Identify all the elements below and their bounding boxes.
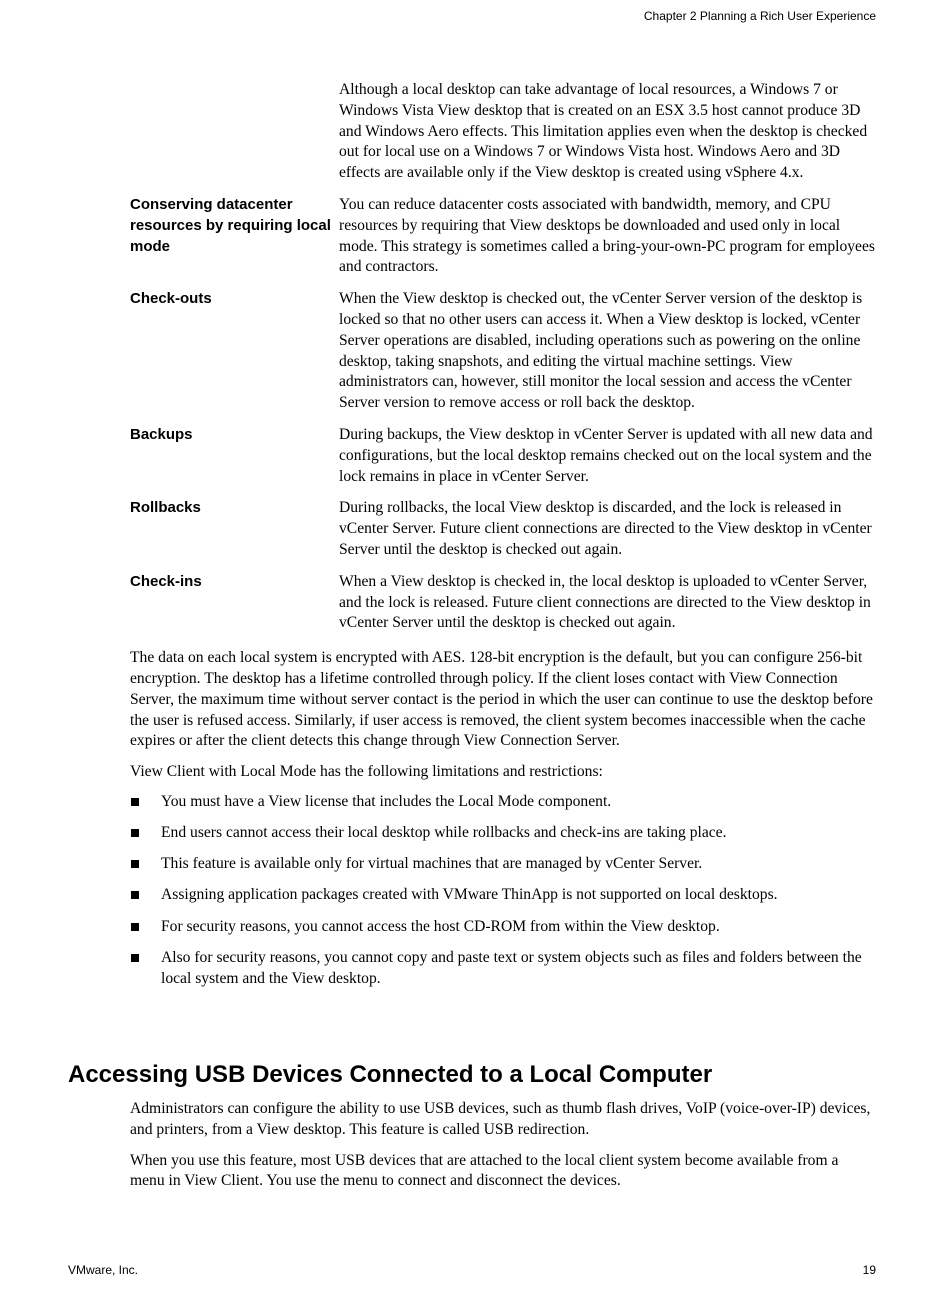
square-bullet-icon <box>131 829 139 837</box>
section-heading: Accessing USB Devices Connected to a Local Computer <box>68 1061 713 1088</box>
term-row <box>130 289 876 414</box>
limitations-list <box>130 792 876 990</box>
list-item <box>130 823 876 844</box>
term-definition: When a View desktop is checked in, the local desktop is uploaded to vCenter Server, and the lock is released. Future client connections are directed to the View desktop in vCenter Server until the desktop is checked out again. <box>339 572 871 632</box>
list-item <box>130 917 876 938</box>
term-label: Check-ins <box>130 572 202 590</box>
footer-company: VMware, Inc. <box>68 1263 139 1277</box>
term-row <box>130 195 876 278</box>
list-item-text: For security reasons, you cannot access the host CD-ROM from within the View desktop. <box>161 917 720 935</box>
term-label: Rollbacks <box>130 499 201 517</box>
term-row <box>130 425 876 487</box>
term-definition: You can reduce datacenter costs associated with bandwidth, memory, and CPU resources by requiring that View desktops be downloaded and used only in local mode. This strategy is sometimes called a bring-your-own-PC program for employees and contractors. <box>339 195 875 276</box>
section-body <box>130 1099 876 1202</box>
main-content <box>130 80 876 1000</box>
list-item <box>130 854 876 875</box>
encryption-paragraph: The data on each local system is encrypted with AES. 128-bit encryption is the default, but you can configure 256-bit encryption. The desktop has a lifetime controlled through policy. If the client loses contact with View Connection Server, the maximum time without server contact is the period in which the user can continue to use the desktop before the user is refused access. Similarly, if user access is removed, the client system becomes inaccessible when the cache expires or after the client detects this change through View Connection Server. <box>130 649 873 750</box>
term-row <box>130 498 876 560</box>
square-bullet-icon <box>131 798 139 806</box>
list-item-text: Also for security reasons, you cannot copy and paste text or system objects such as files and folders between the local system and the View desktop. <box>161 948 862 987</box>
list-item <box>130 885 876 906</box>
intro-paragraph: Although a local desktop can take advantage of local resources, a Windows 7 or Windows Vista View desktop that is created on an ESX 3.5 host cannot produce 3D and Windows Aero effects. This limitation applies even when the desktop is checked out for local use on a Windows 7 or Windows Vista host. Windows Aero and 3D effects are available only if the View desktop is created using vSphere 4.x. <box>339 81 868 182</box>
term-definition: During backups, the View desktop in vCenter Server is updated with all new data and configurations, but the local desktop remains checked out on the local system and the lock remains in place in vCenter Server. <box>339 425 873 485</box>
square-bullet-icon <box>131 954 139 962</box>
section-paragraph: When you use this feature, most USB devices that are attached to the local client system become available from a menu in View Client. You use the menu to connect and disconnect the devices. <box>130 1151 839 1190</box>
term-definition: When the View desktop is checked out, the vCenter Server version of the desktop is locked so that no other users can access it. When a View desktop is locked, vCenter Server operations are disabled, including operations such as powering on the online desktop, taking snapshots, and editing the virtual machine settings. View administrators can, however, still monitor the local session and access the vCenter Server version to remove access or roll back the desktop. <box>339 290 863 412</box>
list-item <box>130 792 876 813</box>
term-label: Backups <box>130 425 193 443</box>
square-bullet-icon <box>131 860 139 868</box>
footer-page-number: 19 <box>862 1263 876 1277</box>
list-item-text: Assigning application packages created with VMware ThinApp is not supported on local desktops. <box>161 886 778 904</box>
term-row <box>130 572 876 634</box>
section-paragraph: Administrators can configure the ability to use USB devices, such as thumb flash drives, VoIP (voice-over-IP) devices, and printers, from a View desktop. This feature is called USB redirection. <box>130 1100 871 1138</box>
list-item-text: This feature is available only for virtual machines that are managed by vCenter Server. <box>161 855 703 873</box>
list-item-text: You must have a View license that includes the Local Mode component. <box>161 792 612 810</box>
term-definition: During rollbacks, the local View desktop is discarded, and the lock is released in vCenter Server. Future client connections are directed to the View desktop in vCenter Server until the desktop is checked out again. <box>339 499 872 558</box>
running-header: Chapter 2 Planning a Rich User Experience <box>643 9 876 23</box>
square-bullet-icon <box>131 923 139 931</box>
square-bullet-icon <box>131 891 139 899</box>
list-item <box>130 948 876 990</box>
limitations-intro: View Client with Local Mode has the following limitations and restrictions: <box>130 763 603 781</box>
list-item-text: End users cannot access their local desktop while rollbacks and check-ins are taking place. <box>161 824 727 842</box>
term-label: Conserving datacenter resources by requiring local mode <box>130 195 331 255</box>
term-label: Check-outs <box>130 290 212 308</box>
